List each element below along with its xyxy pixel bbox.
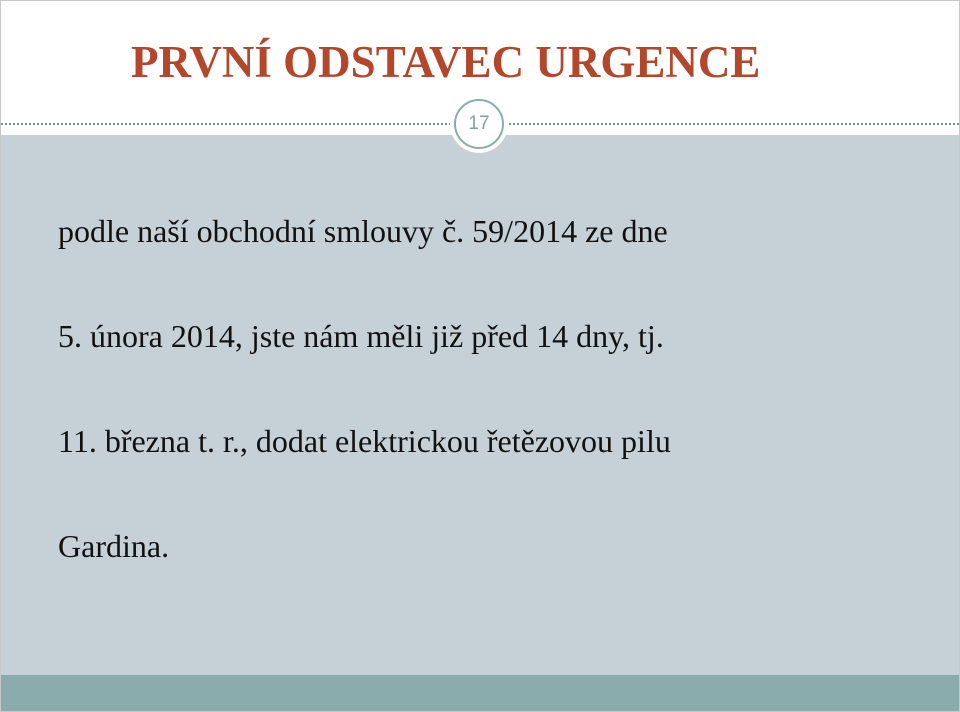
body-line-4: Gardina. (58, 528, 170, 564)
body-text (58, 213, 938, 633)
page-number-badge (450, 95, 508, 153)
slide-title: PRVNÍ ODSTAVEC URGENCE (131, 37, 761, 87)
body-line-2: 5. února 2014, jste nám měli již před 14 dny, tj. (58, 318, 664, 354)
page-number-ring (454, 99, 504, 149)
footer-band (1, 675, 959, 711)
body-line-1: podle naší obchodní smlouvy č. 59/2014 ze dne (58, 213, 668, 249)
page-number: 17 (468, 113, 490, 134)
body-line-3: 11. března t. r., dodat elektrickou řetězovou pilu (58, 423, 671, 459)
